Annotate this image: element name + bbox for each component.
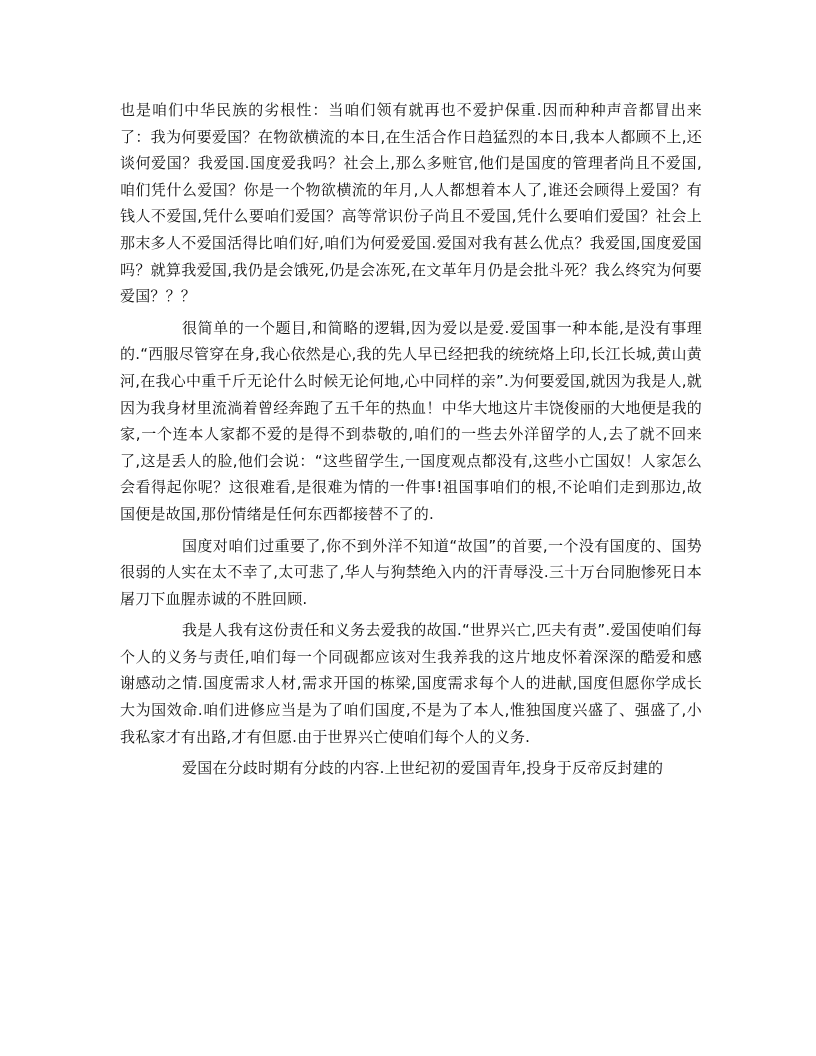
- paragraph-1: 也是咱们中华民族的劣根性：当咱们领有就再也不爱护保重.因而种种声音都冒出来了：我为何要爱国？在物欲横流的本日,在生活合作日趋猛烈的本日,我本人都顾不上,还谈何爱国？我爱国.国度爱我吗？社会上,那么多赃官,他们是国度的管理者尚且不爱国,咱们凭什么爱国？你是一个物欲横流的年月,人人都想着本人了,谁还会顾得上爱国？有钱人不爱国,凭什么要咱们爱国？高等常识份子尚且不爱国,凭什么要咱们爱国？社会上那末多人不爱国活得比咱们好,咱们为何爱爱国.爱国对我有甚么优点？我爱国,国度爱国吗？就算我爱国,我仍是会饿死,仍是会冻死,在文革年月仍是会批斗死？我么终究为何要爱国？？？: [120, 101, 702, 306]
- paragraph-2: 很简单的一个题目,和简略的逻辑,因为爱以是爱.爱国事一种本能,是没有事理的.“西服尽管穿在身,我心依然是心,我的先人早已经把我的统统烙上印,长江长城,黄山黄河,在我心中重千斤无论什么时候无论何地,心中同样的亲”.为何要爱国,就因为我是人,就因为我身材里流淌着曾经奔跑了五千年的热血！中华大地这片丰饶俊丽的大地便是我的家,一个连本人家都不爱的是得不到恭敬的,咱们的一些去外洋留学的人,去了就不回来了,这是丢人的脸,他们会说：“这些留学生,一国度观点都没有,这些小亡国奴！人家怎么会看得起你呢？这很难看,是很难为情的一件事!祖国事咱们的根,不论咱们走到那边,故国便是故国,那份情绪是任何东西都接替不了的.: [120, 318, 702, 523]
- document-page: [120, 97, 702, 782]
- paragraph-5: 爱国在分歧时期有分歧的内容.上世纪初的爱国青年,投身于反帝反封建的: [182, 759, 664, 778]
- paragraph-3: 国度对咱们过重要了,你不到外洋不知道“故国”的首要,一个没有国度的、国势很弱的人实在太不幸了,太可悲了,华人与狗禁绝入内的汗青辱没.三十万台同胞惨死日本屠刀下血腥赤诚的不胜回顾.: [120, 536, 702, 608]
- paragraph-4: 我是人我有这份责任和义务去爱我的故国.“世界兴亡,匹夫有责”.爱国使咱们每个人的义务与责任,咱们每一个同砚都应该对生我养我的这片地皮怀着深深的酷爱和感谢感动之情.国度需求人材,需求开国的栋梁,国度需求每个人的进献,国度但愿你学成长大为国效命.咱们进修应当是为了咱们国度,不是为了本人,惟独国度兴盛了、强盛了,小我私家才有出路,才有但愿.由于世界兴亡使咱们每个人的义务.: [120, 621, 702, 746]
